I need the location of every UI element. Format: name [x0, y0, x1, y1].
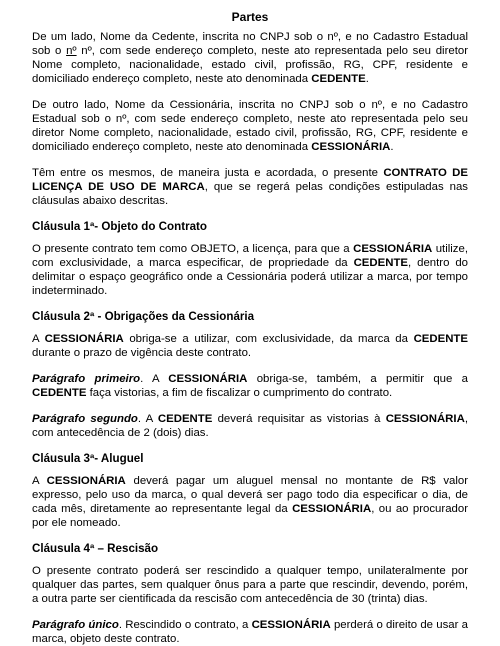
text-run: , que se regerá pelas condições estipuladas nas cláusulas abaixo descritas. [32, 181, 468, 207]
clause-1-heading: Cláusula 1ª- Objeto do Contrato [32, 220, 207, 233]
clause-3-paragraph [32, 474, 468, 530]
text-run: obriga-se a utilizar, com exclusividade, da marca da [123, 333, 414, 345]
text-run: A [32, 475, 47, 487]
text-run: faça vistorias, a fim de fiscalizar o cumprimento do contrato. [86, 387, 393, 399]
text-run: . A [140, 373, 169, 385]
cessionaria-term: CESSIONÁRIA [46, 475, 126, 487]
cessionaria-term: CESSIONÁRIA [44, 333, 124, 345]
text-run: . [365, 73, 369, 85]
party-cedente-paragraph [32, 30, 468, 86]
cessionaria-term: CESSIONÁRIA [292, 503, 372, 515]
document-title: Partes [231, 10, 269, 24]
text-run: nº, com sede endereço completo, neste ato representada pelo seu diretor Nome completo, nacionalidade, estado civil, profissão, RG, CPF, residente e domiciliado endereço completo, neste ato denominada [32, 45, 468, 85]
text-run: . Rescindido o contrato, a [118, 619, 252, 631]
clause-1-paragraph [32, 242, 468, 298]
cedente-term: CEDENTE [311, 73, 366, 85]
cessionaria-term: CESSIONÁRIA [385, 413, 465, 425]
text-run: deverá requisitar as vistorias à [212, 413, 386, 425]
text-run: , ou ao procurador por ele nomeado. [32, 503, 468, 529]
text-run: perderá o direito de usar a marca, objeto deste contrato. [32, 619, 468, 645]
clause-2-paragraph-first [32, 372, 468, 400]
paragraph-label: Parágrafo segundo [32, 413, 138, 425]
text-run: A [32, 333, 45, 345]
text-run: De outro lado, Nome da Cessionária, inscrita no CNPJ sob o nº, e no Cadastro Estadual sob o nº, com sede endereço completo, neste ato representada pelo seu diretor Nome completo, nacionalidade, estado civil, profissão, RG, CPF, residente e domiciliado endereço completo, neste ato denominada [32, 99, 468, 153]
clause-2-paragraph-second [32, 412, 468, 440]
text-run: De um lado, Nome da Cedente, inscrita no CNPJ sob o nº, e no Cadastro Estadual sob o [32, 31, 468, 57]
text-run: O presente contrato tem como OBJETO, a licença, para que a [32, 243, 354, 255]
cessionaria-term: CESSIONÁRIA [311, 141, 391, 153]
cessionaria-term: CESSIONÁRIA [353, 243, 433, 255]
clause-3-heading: Cláusula 3ª- Aluguel [32, 452, 144, 465]
underlined-number: nº [66, 45, 77, 57]
paragraph-label: Parágrafo primeiro [32, 373, 141, 385]
text-run: utilize, com exclusividade, a marca especificar, de propriedade da [32, 243, 469, 269]
clause-4-heading: Cláusula 4ª – Rescisão [32, 542, 159, 555]
text-run: . A [137, 413, 158, 425]
cedente-term: CEDENTE [353, 257, 409, 269]
text-run: , dentro do delimitar o espaço geográfico onde a Cessionária poderá utilizar a marca, por tempo indeterminado. [32, 257, 468, 297]
cedente-term: CEDENTE [32, 387, 87, 399]
cessionaria-term: CESSIONÁRIA [251, 619, 331, 631]
text-run: , com antecedência de 2 (dois) dias. [32, 413, 468, 439]
text-run: deverá pagar um aluguel mensal no montante de R$ valor expresso, pelo uso da marca, o qual deverá ser pago todo dia especificar o dia, de cada mês, diretamente ao representante legal da [32, 475, 469, 515]
clause-2-heading: Cláusula 2ª - Obrigações da Cessionária [32, 310, 255, 323]
cedente-term: CEDENTE [157, 413, 213, 425]
paragraph-label: Parágrafo único [32, 619, 119, 631]
text-run: durante o prazo de vigência deste contrato. [32, 347, 252, 359]
party-cessionaria-paragraph [32, 98, 468, 154]
cedente-term: CEDENTE [413, 333, 468, 345]
agreement-paragraph [32, 166, 468, 208]
contract-name: CONTRATO DE LICENÇA DE USO DE MARCA [32, 167, 468, 193]
cessionaria-term: CESSIONÁRIA [168, 373, 248, 385]
text-run: . [390, 141, 394, 153]
clause-4-paragraph: O presente contrato poderá ser rescindido a qualquer tempo, unilateralmente por qualquer das partes, sem qualquer ônus para a parte que rescindir, devendo, porém, a outra parte ser cientificada da rescisão com antecedência de 30 (trinta) dias. [32, 565, 468, 605]
clause-4-paragraph-unique [32, 618, 468, 646]
clause-2-paragraph [32, 332, 468, 360]
text-run: obriga-se, também, a permitir que a [247, 373, 468, 385]
text-run: Têm entre os mesmos, de maneira justa e acordada, o presente [32, 167, 384, 179]
